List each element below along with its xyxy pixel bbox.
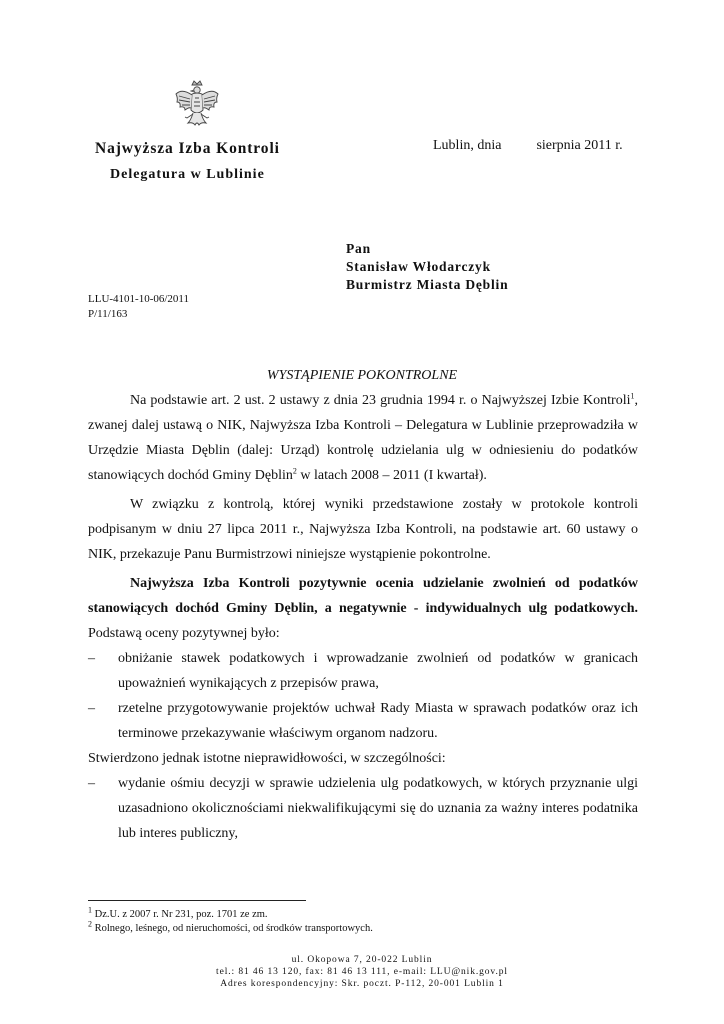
footnotes <box>88 905 373 936</box>
recipient-name: Stanisław Włodarczyk <box>346 259 491 274</box>
date-place: Lublin, dnia <box>433 138 502 153</box>
organization-name: Najwyższa Izba Kontroli <box>95 140 280 157</box>
reference-number: LLU-4101-10-06/2011 <box>88 293 190 305</box>
footnote-ref-1: 1 <box>630 391 635 401</box>
date-line <box>433 138 623 154</box>
footnote-ref-2: 2 <box>292 466 297 476</box>
footer-contact: tel.: 81 46 13 120, fax: 81 46 13 111, e-mail: LLU@nik.gov.pl <box>216 967 508 977</box>
positive-intro: Podstawą oceny pozytywnej było: <box>88 626 280 641</box>
list-item: – obniżanie stawek podatkowych i wprowadzanie zwolnień od podatków w granicach upoważnień wynikających z przepisów prawa, <box>88 651 638 691</box>
list-item: – wydanie ośmiu decyzji w sprawie udzielenia ulg podatkowych, w których przyznanie ulgi uzasadniono okolicznościami niekwalifikującymi się do uznania za ważny interes podatnika lub interes publiczny, <box>88 776 638 841</box>
list-item: – rzetelne przygotowywanie projektów uchwał Rady Miasta w sprawach podatków oraz ich terminowe przekazywanie właściwym organom nadzoru. <box>88 701 638 741</box>
reference-block <box>88 292 189 322</box>
date-value: sierpnia 2011 r. <box>536 138 623 153</box>
footnote-separator <box>88 900 306 901</box>
page-footer <box>0 954 724 990</box>
paragraph-protocol: W związku z kontrolą, której wyniki przedstawione zostały w protokole kontroli podpisanym w dniu 27 lipca 2011 r., Najwyższa Izba Kontroli, na podstawie art. 60 ustawy o NIK, przekazuje Panu Burmistrzowi niniejsze wystąpienie pokontrolne. <box>88 497 638 562</box>
paragraph-assessment: Najwyższa Izba Kontroli pozytywnie ocenia udzielanie zwolnień od podatków stanowiących dochód Gminy Dęblin, a negatywnie - indywidualnych ulg podatkowych. <box>88 576 638 616</box>
document-title: WYSTĄPIENIE POKONTROLNE <box>266 368 458 383</box>
document-body <box>88 388 638 846</box>
footer-correspondence: Adres korespondencyjny: Skr. poczt. P-112, 20-001 Lublin 1 <box>220 979 504 989</box>
footer-address: ul. Okopowa 7, 20-022 Lublin <box>291 955 433 965</box>
negative-intro: Stwierdzono jednak istotne nieprawidłowości, w szczególności: <box>88 751 446 766</box>
positive-list <box>88 646 638 746</box>
recipient-salutation: Pan <box>346 241 371 256</box>
recipient-block <box>346 240 508 294</box>
polish-eagle-emblem-icon <box>174 80 220 132</box>
negative-list <box>88 771 638 846</box>
footnote-2: $^2$ Rolnego, leśnego, od nieruchomości, od środków transportowych. <box>88 919 373 934</box>
reference-code: P/11/163 <box>88 308 128 320</box>
paragraph-legal-basis: Na podstawie art. 2 ust. 2 ustawy z dnia 23 grudnia 1994 r. o Najwyższej Izbie Kontroli$^1$, zwanej dalej ustawą o NIK, Najwyższa Izba Kontroli – Delegatura w Lublinie przeprowadziła w Urzędzie Miasta Dęblin (dalej: Urząd) kontrolę udzielania ulg w odniesieniu do podatków stanowiących dochód Gminy Dęblin$^2$ w latach 2008 – 2011 (I kwartał). <box>88 391 638 483</box>
recipient-title: Burmistrz Miasta Dęblin <box>346 277 509 292</box>
footnote-1: $^1$ Dz.U. z 2007 r. Nr 231, poz. 1701 ze zm. <box>88 905 268 920</box>
organization-branch: Delegatura w Lublinie <box>110 167 265 182</box>
